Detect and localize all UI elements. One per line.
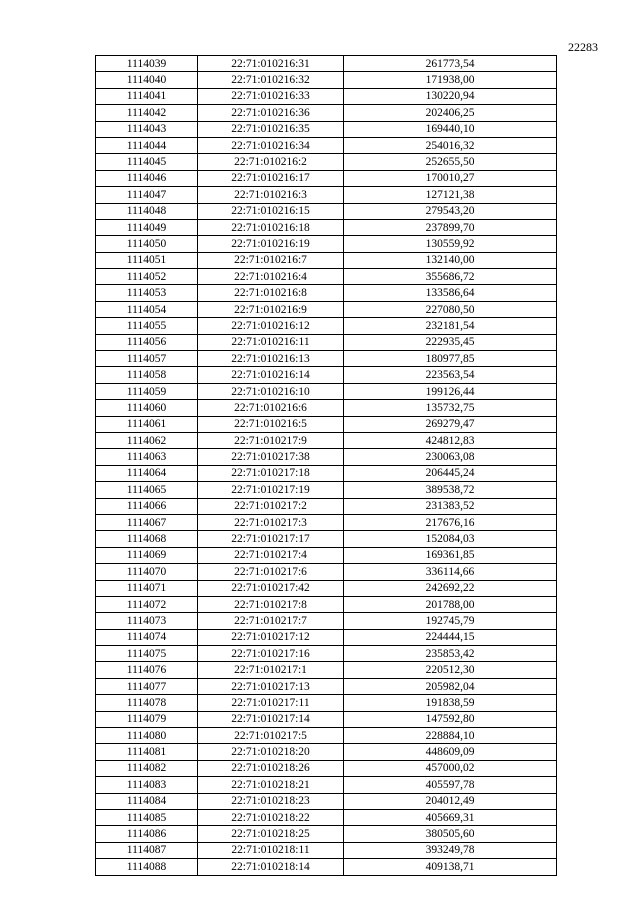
cadastral-number-cell: 22:71:010216:7	[198, 252, 344, 268]
cadastral-value-cell: 261773,54	[344, 56, 557, 72]
table-row	[96, 695, 557, 711]
table-row	[96, 416, 557, 432]
cadastral-value-cell: 228884,10	[344, 728, 557, 744]
table-row	[96, 318, 557, 334]
table-row	[96, 367, 557, 383]
row-number-cell: 1114058	[96, 367, 198, 383]
cadastral-value-cell: 201788,00	[344, 596, 557, 612]
cadastral-number-cell: 22:71:010216:18	[198, 219, 344, 235]
cadastral-number-cell: 22:71:010218:23	[198, 793, 344, 809]
cadastral-value-cell: 169440,10	[344, 121, 557, 137]
row-number-cell: 1114077	[96, 678, 198, 694]
row-number-cell: 1114067	[96, 514, 198, 530]
page-number: 22283	[568, 40, 598, 54]
cadastral-value-cell: 457000,02	[344, 760, 557, 776]
row-number-cell: 1114043	[96, 121, 198, 137]
table-row	[96, 432, 557, 448]
row-number-cell: 1114039	[96, 56, 198, 72]
cadastral-number-cell: 22:71:010217:14	[198, 711, 344, 727]
cadastral-number-cell: 22:71:010217:13	[198, 678, 344, 694]
row-number-cell: 1114052	[96, 269, 198, 285]
cadastral-value-table	[95, 55, 557, 876]
cadastral-value-cell: 231383,52	[344, 498, 557, 514]
table-row	[96, 744, 557, 760]
cadastral-value-cell: 191838,59	[344, 695, 557, 711]
cadastral-number-cell: 22:71:010216:33	[198, 88, 344, 104]
cadastral-number-cell: 22:71:010216:36	[198, 105, 344, 121]
cadastral-value-cell: 217676,16	[344, 514, 557, 530]
table-row	[96, 219, 557, 235]
cadastral-number-cell: 22:71:010217:19	[198, 482, 344, 498]
table-row	[96, 236, 557, 252]
cadastral-number-cell: 22:71:010216:9	[198, 301, 344, 317]
cadastral-number-cell: 22:71:010217:11	[198, 695, 344, 711]
row-number-cell: 1114060	[96, 400, 198, 416]
cadastral-number-cell: 22:71:010218:11	[198, 842, 344, 858]
table-row	[96, 137, 557, 153]
cadastral-value-cell: 227080,50	[344, 301, 557, 317]
row-number-cell: 1114080	[96, 728, 198, 744]
cadastral-value-cell: 199126,44	[344, 383, 557, 399]
cadastral-value-cell: 242692,22	[344, 580, 557, 596]
table-row	[96, 72, 557, 88]
cadastral-number-cell: 22:71:010217:7	[198, 613, 344, 629]
cadastral-number-cell: 22:71:010216:8	[198, 285, 344, 301]
table-row	[96, 564, 557, 580]
cadastral-value-cell: 170010,27	[344, 170, 557, 186]
cadastral-value-cell: 235853,42	[344, 646, 557, 662]
cadastral-value-cell: 130559,92	[344, 236, 557, 252]
table-row	[96, 465, 557, 481]
row-number-cell: 1114068	[96, 531, 198, 547]
table-row	[96, 187, 557, 203]
cadastral-value-cell: 405597,78	[344, 777, 557, 793]
row-number-cell: 1114078	[96, 695, 198, 711]
row-number-cell: 1114079	[96, 711, 198, 727]
row-number-cell: 1114046	[96, 170, 198, 186]
row-number-cell: 1114073	[96, 613, 198, 629]
cadastral-number-cell: 22:71:010216:35	[198, 121, 344, 137]
cadastral-value-cell: 204012,49	[344, 793, 557, 809]
row-number-cell: 1114085	[96, 809, 198, 825]
row-number-cell: 1114061	[96, 416, 198, 432]
cadastral-value-cell: 206445,24	[344, 465, 557, 481]
cadastral-number-cell: 22:71:010217:8	[198, 596, 344, 612]
row-number-cell: 1114041	[96, 88, 198, 104]
cadastral-value-cell: 169361,85	[344, 547, 557, 563]
table-row	[96, 728, 557, 744]
cadastral-value-cell: 393249,78	[344, 842, 557, 858]
cadastral-value-cell: 389538,72	[344, 482, 557, 498]
row-number-cell: 1114072	[96, 596, 198, 612]
row-number-cell: 1114044	[96, 137, 198, 153]
table-row	[96, 482, 557, 498]
table-row	[96, 760, 557, 776]
table-row	[96, 596, 557, 612]
row-number-cell: 1114049	[96, 219, 198, 235]
cadastral-value-cell: 409138,71	[344, 859, 557, 875]
row-number-cell: 1114051	[96, 252, 198, 268]
row-number-cell: 1114054	[96, 301, 198, 317]
cadastral-value-cell: 135732,75	[344, 400, 557, 416]
row-number-cell: 1114042	[96, 105, 198, 121]
cadastral-number-cell: 22:71:010217:18	[198, 465, 344, 481]
row-number-cell: 1114040	[96, 72, 198, 88]
row-number-cell: 1114065	[96, 482, 198, 498]
table-row	[96, 301, 557, 317]
cadastral-number-cell: 22:71:010217:42	[198, 580, 344, 596]
cadastral-number-cell: 22:71:010217:1	[198, 662, 344, 678]
cadastral-value-cell: 171938,00	[344, 72, 557, 88]
cadastral-value-cell: 230063,08	[344, 449, 557, 465]
cadastral-number-cell: 22:71:010217:17	[198, 531, 344, 547]
row-number-cell: 1114076	[96, 662, 198, 678]
row-number-cell: 1114045	[96, 154, 198, 170]
table-row	[96, 252, 557, 268]
table-row	[96, 662, 557, 678]
row-number-cell: 1114062	[96, 432, 198, 448]
table-row	[96, 678, 557, 694]
table-row	[96, 613, 557, 629]
table-row	[96, 859, 557, 875]
row-number-cell: 1114050	[96, 236, 198, 252]
cadastral-value-cell: 132140,00	[344, 252, 557, 268]
table-row	[96, 842, 557, 858]
cadastral-value-cell: 147592,80	[344, 711, 557, 727]
cadastral-number-cell: 22:71:010217:12	[198, 629, 344, 645]
cadastral-number-cell: 22:71:010216:12	[198, 318, 344, 334]
row-number-cell: 1114053	[96, 285, 198, 301]
cadastral-number-cell: 22:71:010218:22	[198, 809, 344, 825]
table-row	[96, 547, 557, 563]
cadastral-number-cell: 22:71:010216:17	[198, 170, 344, 186]
cadastral-value-cell: 220512,30	[344, 662, 557, 678]
cadastral-number-cell: 22:71:010216:10	[198, 383, 344, 399]
cadastral-number-cell: 22:71:010217:6	[198, 564, 344, 580]
table-row	[96, 56, 557, 72]
row-number-cell: 1114048	[96, 203, 198, 219]
cadastral-value-cell: 192745,79	[344, 613, 557, 629]
row-number-cell: 1114063	[96, 449, 198, 465]
cadastral-number-cell: 22:71:010216:3	[198, 187, 344, 203]
row-number-cell: 1114055	[96, 318, 198, 334]
cadastral-number-cell: 22:71:010218:21	[198, 777, 344, 793]
table-row	[96, 449, 557, 465]
table-row	[96, 170, 557, 186]
table-row	[96, 531, 557, 547]
cadastral-value-cell: 448609,09	[344, 744, 557, 760]
row-number-cell: 1114066	[96, 498, 198, 514]
table-row	[96, 826, 557, 842]
row-number-cell: 1114081	[96, 744, 198, 760]
cadastral-number-cell: 22:71:010218:26	[198, 760, 344, 776]
table-row	[96, 498, 557, 514]
cadastral-value-cell: 180977,85	[344, 351, 557, 367]
cadastral-number-cell: 22:71:010217:38	[198, 449, 344, 465]
cadastral-value-cell: 202406,25	[344, 105, 557, 121]
cadastral-number-cell: 22:71:010218:25	[198, 826, 344, 842]
cadastral-value-cell: 237899,70	[344, 219, 557, 235]
cadastral-value-cell: 380505,60	[344, 826, 557, 842]
table-row	[96, 154, 557, 170]
cadastral-number-cell: 22:71:010216:31	[198, 56, 344, 72]
table-row	[96, 629, 557, 645]
cadastral-number-cell: 22:71:010216:6	[198, 400, 344, 416]
row-number-cell: 1114047	[96, 187, 198, 203]
cadastral-number-cell: 22:71:010216:34	[198, 137, 344, 153]
cadastral-number-cell: 22:71:010217:4	[198, 547, 344, 563]
table-row	[96, 793, 557, 809]
table-row	[96, 88, 557, 104]
table-row	[96, 777, 557, 793]
table-body	[96, 56, 557, 876]
row-number-cell: 1114082	[96, 760, 198, 776]
row-number-cell: 1114056	[96, 334, 198, 350]
cadastral-value-cell: 224444,15	[344, 629, 557, 645]
table-row	[96, 334, 557, 350]
row-number-cell: 1114071	[96, 580, 198, 596]
table-row	[96, 711, 557, 727]
table-row	[96, 285, 557, 301]
cadastral-value-cell: 355686,72	[344, 269, 557, 285]
row-number-cell: 1114064	[96, 465, 198, 481]
cadastral-value-cell: 424812,83	[344, 432, 557, 448]
table-row	[96, 269, 557, 285]
cadastral-number-cell: 22:71:010216:5	[198, 416, 344, 432]
row-number-cell: 1114083	[96, 777, 198, 793]
table-row	[96, 203, 557, 219]
cadastral-number-cell: 22:71:010216:11	[198, 334, 344, 350]
cadastral-number-cell: 22:71:010217:3	[198, 514, 344, 530]
row-number-cell: 1114074	[96, 629, 198, 645]
cadastral-value-cell: 269279,47	[344, 416, 557, 432]
table-row	[96, 809, 557, 825]
cadastral-number-cell: 22:71:010216:14	[198, 367, 344, 383]
cadastral-value-cell: 133586,64	[344, 285, 557, 301]
cadastral-value-cell: 152084,03	[344, 531, 557, 547]
cadastral-value-cell: 130220,94	[344, 88, 557, 104]
table-row	[96, 646, 557, 662]
row-number-cell: 1114086	[96, 826, 198, 842]
table-row	[96, 105, 557, 121]
cadastral-value-cell: 223563,54	[344, 367, 557, 383]
cadastral-value-cell: 127121,38	[344, 187, 557, 203]
row-number-cell: 1114070	[96, 564, 198, 580]
cadastral-number-cell: 22:71:010217:2	[198, 498, 344, 514]
row-number-cell: 1114069	[96, 547, 198, 563]
table-row	[96, 514, 557, 530]
cadastral-number-cell: 22:71:010216:13	[198, 351, 344, 367]
cadastral-number-cell: 22:71:010216:32	[198, 72, 344, 88]
cadastral-number-cell: 22:71:010216:19	[198, 236, 344, 252]
cadastral-value-cell: 232181,54	[344, 318, 557, 334]
cadastral-value-cell: 205982,04	[344, 678, 557, 694]
cadastral-number-cell: 22:71:010217:16	[198, 646, 344, 662]
row-number-cell: 1114075	[96, 646, 198, 662]
cadastral-number-cell: 22:71:010218:14	[198, 859, 344, 875]
table-row	[96, 383, 557, 399]
table-row	[96, 400, 557, 416]
table-row	[96, 351, 557, 367]
cadastral-value-cell: 279543,20	[344, 203, 557, 219]
row-number-cell: 1114057	[96, 351, 198, 367]
cadastral-number-cell: 22:71:010217:5	[198, 728, 344, 744]
cadastral-value-cell: 254016,32	[344, 137, 557, 153]
cadastral-number-cell: 22:71:010217:9	[198, 432, 344, 448]
row-number-cell: 1114059	[96, 383, 198, 399]
cadastral-number-cell: 22:71:010216:2	[198, 154, 344, 170]
cadastral-number-cell: 22:71:010218:20	[198, 744, 344, 760]
table-row	[96, 121, 557, 137]
cadastral-value-cell: 222935,45	[344, 334, 557, 350]
row-number-cell: 1114087	[96, 842, 198, 858]
row-number-cell: 1114088	[96, 859, 198, 875]
cadastral-number-cell: 22:71:010216:15	[198, 203, 344, 219]
table-row	[96, 580, 557, 596]
cadastral-value-cell: 336114,66	[344, 564, 557, 580]
row-number-cell: 1114084	[96, 793, 198, 809]
cadastral-value-cell: 252655,50	[344, 154, 557, 170]
cadastral-number-cell: 22:71:010216:4	[198, 269, 344, 285]
cadastral-value-cell: 405669,31	[344, 809, 557, 825]
